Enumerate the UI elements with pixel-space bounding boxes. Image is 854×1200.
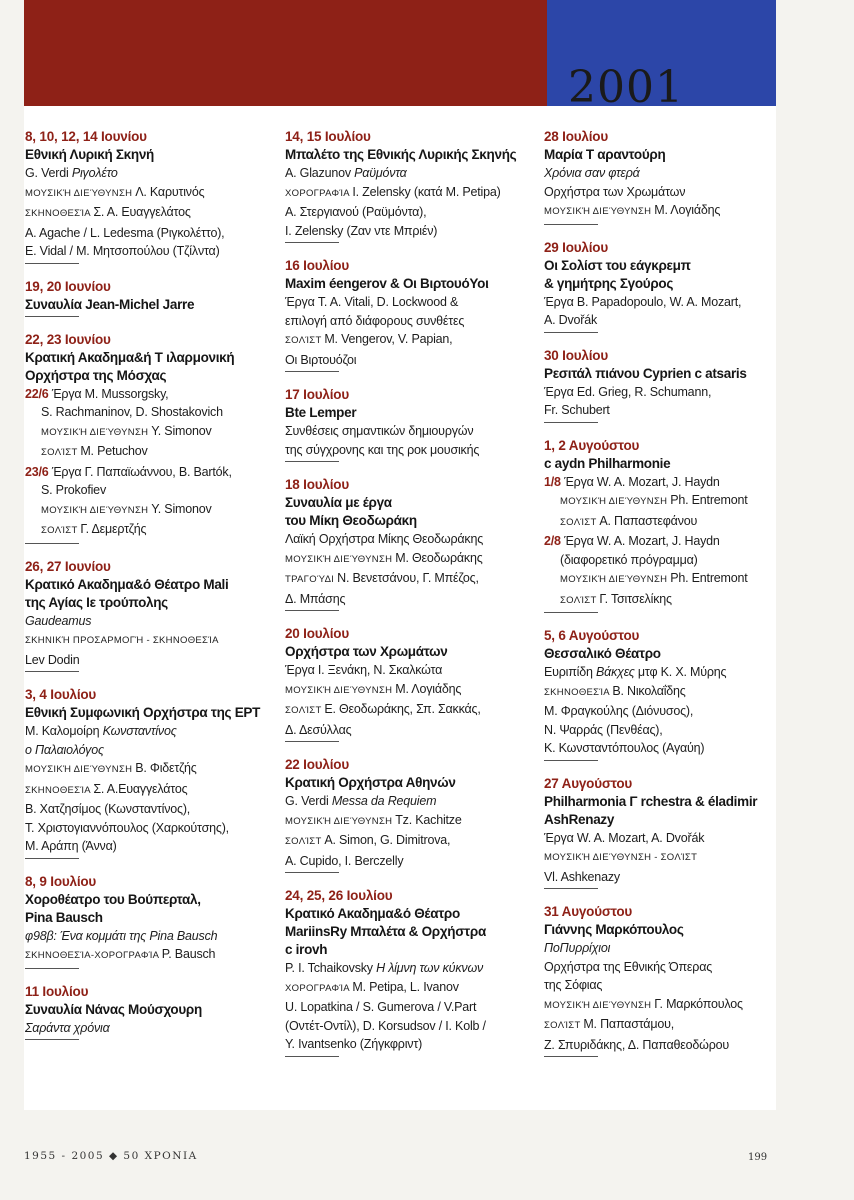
event-entry <box>544 903 776 1057</box>
credit-role: ΜΟΥΣΙΚΉ ΔΙΕΎΘΥΝΣΗ <box>560 574 671 585</box>
entry-divider <box>544 224 598 225</box>
event-detail-line <box>544 995 776 1016</box>
event-detail-line <box>285 164 537 183</box>
event-date: 27 Αυγούστου <box>544 775 633 791</box>
entry-divider <box>285 461 339 462</box>
detail-text: G. Verdi <box>25 166 72 180</box>
detail-text: Ph. Entremont <box>670 493 748 507</box>
credit-role: ΣΟΛΊΣΤ <box>560 516 600 528</box>
detail-text: Έργα W. A. Mozart, A. Dvořák <box>544 830 705 845</box>
detail-text: Έργα W. A. Mozart, J. Haydn <box>564 534 720 548</box>
event-entry <box>544 128 776 225</box>
event-detail-line <box>544 939 776 958</box>
detail-text: Y. Simonov <box>151 423 212 438</box>
detail-text: S. Rachmaninov, D. Shostakovich <box>41 405 223 419</box>
event-entry <box>25 983 277 1041</box>
event-detail-line <box>544 383 776 402</box>
event-title: Μαρία Τ αραντούρη <box>544 147 666 162</box>
event-title: Ρεσιτάλ πιάνου Cyprien c atsaris <box>544 365 747 381</box>
detail-text: Ευριπίδη <box>544 665 597 679</box>
detail-text: A. Simon, G. Dimitrova, <box>324 833 451 847</box>
event-detail-line <box>25 612 277 631</box>
event-detail-line <box>285 978 537 999</box>
detail-text: της Σόφιας <box>544 978 603 992</box>
event-detail-line <box>25 819 277 838</box>
detail-text: Μ. Αράπη (Άννα) <box>25 839 117 853</box>
event-detail-line <box>285 441 537 460</box>
column-3 <box>544 128 776 1071</box>
detail-text: A. Cupido, I. Berczelly <box>285 853 404 868</box>
entry-divider <box>544 332 598 333</box>
credit-role: ΣΟΛΊΣΤ <box>285 705 325 716</box>
event-detail-line <box>285 293 537 312</box>
work-title: Ραϋμόντα <box>354 166 407 180</box>
footer-caption: 1955 - 2005 ◆ 50 ΧΡΟΝΙΑ <box>24 1150 198 1162</box>
event-date: 14, 15 Ιουλίου <box>285 129 371 144</box>
event-detail-line <box>544 401 776 420</box>
event-detail-line <box>285 203 537 222</box>
event-detail-line <box>544 976 776 995</box>
event-title: Συναυλία Jean-Michel Jarre <box>25 296 195 312</box>
credit-role: ΣΟΛΊΣΤ <box>560 594 600 606</box>
detail-text: μτφ Κ. Χ. Μύρης <box>634 665 727 679</box>
detail-text: Κ. Κωνσταντόπουλος (Αγαύη) <box>544 741 705 755</box>
performance-date: 23/6 <box>25 464 52 479</box>
event-entry <box>285 476 537 611</box>
event-detail-line <box>25 800 277 819</box>
event-entry <box>285 257 537 372</box>
detail-text: Β. Χατζησίμος (Κωνσταντίνος), <box>25 802 191 816</box>
detail-text: I. Zelensky (Ζαν ντε Μπριέν) <box>285 223 438 238</box>
detail-text: U. Lopatkina / S. Gumerova / V.Part <box>285 1000 477 1014</box>
event-entry <box>25 278 277 317</box>
event-detail-line <box>285 549 537 570</box>
detail-text: Tz. Kachitze <box>395 812 462 827</box>
event-detail-line <box>285 700 537 721</box>
event-date: 26, 27 Ιουνίου <box>25 558 111 574</box>
detail-text: Ν. Ψαρράς (Πενθέας), <box>544 722 663 737</box>
credit-role: ΣΚΗΝΟΘΕΣΊΑ-ΧΟΡΟΓΡΑΦΊΑ <box>25 950 162 961</box>
entry-divider <box>25 858 79 859</box>
credit-role: ΣΚΗΝΙΚΉ ΠΡΟΣΑΡΜΟΓΉ - ΣΚΗΝΟΘΕΣΊΑ <box>25 635 219 646</box>
detail-text: Οι Βιρτουόζοι <box>285 352 357 367</box>
event-detail-line <box>25 722 277 741</box>
credit-role: ΣΟΛΊΣΤ <box>41 447 81 458</box>
entry-divider <box>285 371 339 372</box>
event-date: 19, 20 Ιουνίου <box>25 278 111 294</box>
event-detail-line <box>25 403 277 422</box>
column-2 <box>285 128 537 1071</box>
credit-role: ΣΟΛΊΣΤ <box>41 525 81 536</box>
credit-role: ΜΟΥΣΙΚΉ ΔΙΕΎΘΥΝΣΗ <box>544 999 655 1011</box>
event-detail-line <box>25 651 277 670</box>
event-detail-line <box>285 590 537 609</box>
event-detail-line <box>25 203 277 224</box>
event-detail-line <box>544 491 776 512</box>
detail-text: Μ. Λογιάδης <box>654 203 721 217</box>
event-detail-line <box>285 183 537 204</box>
credit-role: ΣΚΗΝΟΘΕΣΊΑ <box>25 208 94 219</box>
event-detail-line <box>25 759 277 780</box>
entry-divider <box>25 671 79 672</box>
event-detail-line <box>544 739 776 758</box>
work-title: Κωνσταντίνος <box>102 724 177 738</box>
credit-role: ΜΟΥΣΙΚΉ ΔΙΕΎΘΥΝΣΗ <box>285 815 396 827</box>
event-title: Pina Bausch <box>25 909 103 925</box>
detail-text: Vl. Ashkenazy <box>544 869 620 884</box>
detail-text: Σ. Α.Ευαγγελάτος <box>93 781 188 796</box>
detail-text: G. Verdi <box>285 794 332 808</box>
detail-text: Β. Φιδετζής <box>135 761 197 775</box>
event-date: 30 Ιουλίου <box>544 347 608 363</box>
event-detail-line <box>544 829 776 848</box>
event-detail-line <box>285 792 537 811</box>
event-date: 28 Ιουλίου <box>544 129 608 144</box>
event-detail-line <box>285 530 537 549</box>
event-detail-line <box>544 663 776 682</box>
event-title: Μπαλέτο της Εθνικής Λυρικής Σκηνής <box>285 147 517 162</box>
event-detail-line <box>285 222 537 241</box>
event-detail-line <box>544 201 776 222</box>
event-detail-line <box>285 998 537 1017</box>
event-title: Κρατική Ακαδημα&ή Τ ιλαρμονική <box>25 349 235 365</box>
detail-text: I. Zelensky (κατά M. Petipa) <box>352 184 501 199</box>
event-detail-line <box>25 837 277 856</box>
event-detail-line <box>25 183 277 204</box>
detail-text: Λ. Καρυτινός <box>135 184 205 199</box>
event-date: 17 Ιουλίου <box>285 387 349 402</box>
event-detail-line <box>25 422 277 443</box>
event-entry <box>25 686 277 859</box>
event-detail-line <box>285 831 537 852</box>
entry-divider <box>285 1056 339 1057</box>
credit-role: ΜΟΥΣΙΚΉ ΔΙΕΎΘΥΝΣΗ <box>25 187 136 199</box>
credit-role: ΜΟΥΣΙΚΉ ΔΙΕΎΘΥΝΣΗ - ΣΟΛΊΣΤ <box>544 852 698 863</box>
event-entry <box>285 386 537 462</box>
event-date: 18 Ιουλίου <box>285 477 349 492</box>
event-detail-line <box>285 661 537 680</box>
event-detail-line <box>25 630 277 651</box>
event-detail-line <box>25 500 277 521</box>
detail-text: (Οντέτ-Οντίλ), D. Korsudsov / I. Kolb / <box>285 1018 486 1033</box>
event-detail-line <box>544 532 776 551</box>
event-detail-line <box>285 852 537 871</box>
detail-text: Σ. Α. Ευαγγελάτος <box>93 205 191 219</box>
performance-date: 22/6 <box>25 386 52 401</box>
event-detail-line <box>25 945 277 966</box>
detail-text: Y. Simonov <box>151 501 212 516</box>
event-date: 22, 23 Ιουνίου <box>25 331 111 347</box>
detail-text: Α. Παπαστεφάνου <box>599 513 698 528</box>
detail-text: Fr. Schubert <box>544 403 610 417</box>
event-detail-line <box>544 847 776 868</box>
event-date: 5, 6 Αυγούστου <box>544 628 640 643</box>
work-title: Σαράντα χρόνια <box>25 1020 110 1035</box>
detail-text: Δ. Δεσύλλας <box>285 722 352 737</box>
detail-text: Ph. Entremont <box>670 571 748 585</box>
event-title: Κρατική Ορχήστρα Αθηνών <box>285 775 456 790</box>
detail-text: επιλογή από διάφορους συνθέτες <box>285 313 465 328</box>
event-detail-line <box>25 481 277 500</box>
entry-divider <box>285 610 339 611</box>
credit-role: ΤΡΑΓΟΎΔΙ <box>285 574 338 585</box>
event-entry <box>25 128 277 264</box>
event-detail-line <box>544 551 776 570</box>
event-entry <box>25 873 277 969</box>
entry-divider <box>544 612 598 613</box>
event-detail-line <box>285 1017 537 1036</box>
detail-text: M. Petuchov <box>80 444 148 458</box>
entry-divider <box>285 741 339 742</box>
header-band-red <box>24 0 547 106</box>
event-entry <box>285 625 537 742</box>
event-title: MariinsRy Μπαλέτα & Ορχήστρα <box>285 924 486 939</box>
entry-divider <box>25 543 79 544</box>
credit-role: ΜΟΥΣΙΚΉ ΔΙΕΎΘΥΝΣΗ <box>41 426 152 438</box>
event-detail-line <box>544 183 776 202</box>
event-detail-line <box>285 569 537 590</box>
entry-divider <box>544 760 598 761</box>
detail-text: Έργα Ed. Grieg, R. Schumann, <box>544 384 712 399</box>
event-entry <box>25 331 277 544</box>
entry-divider <box>25 1039 79 1040</box>
event-title: Χοροθέατρο του Βούπερταλ, <box>25 891 201 907</box>
credit-role: ΜΟΥΣΙΚΉ ΔΙΕΎΘΥΝΣΗ <box>285 553 396 565</box>
event-entry <box>285 756 537 873</box>
work-title: ο Παλαιολόγος <box>25 742 104 757</box>
work-title: Η λίμνη των κύκνων <box>376 961 484 975</box>
event-date: 20 Ιουλίου <box>285 626 349 641</box>
event-detail-line <box>25 520 277 541</box>
detail-text: (διαφορετικό πρόγραμμα) <box>560 552 698 567</box>
detail-text: Μ. Παπαστάμου, <box>583 1017 674 1031</box>
event-entry <box>544 239 776 333</box>
event-title: της Αγίας Ιε τρούπολης <box>25 594 168 610</box>
detail-text: A. Glazunov <box>285 166 355 180</box>
detail-text: S. Prokofiev <box>41 483 106 497</box>
event-entry <box>544 347 776 423</box>
event-title: Maxim éengerov & Οι ΒιρτουόΥοι <box>285 276 489 291</box>
detail-text: A. Agache / L. Ledesma (Ριγκολέττο), <box>25 225 225 240</box>
detail-text: Γ. Δεμερτζής <box>80 522 147 536</box>
event-entry <box>285 887 537 1057</box>
detail-text: Λαϊκή Ορχήστρα Μίκης Θεοδωράκης <box>285 532 484 546</box>
column-1 <box>25 128 277 1054</box>
credit-role: ΣΟΛΊΣΤ <box>285 836 325 847</box>
event-detail-line <box>544 311 776 330</box>
event-title: Συναυλία με έργα <box>285 495 392 510</box>
event-date: 31 Αυγούστου <box>544 904 633 919</box>
event-detail-line <box>25 224 277 243</box>
event-title: Ορχήστρα των Χρωμάτων <box>285 644 448 659</box>
event-detail-line <box>544 868 776 887</box>
year-heading: 2001 <box>568 62 684 113</box>
event-detail-line <box>285 680 537 701</box>
detail-text: Ε. Θεοδωράκης, Σπ. Σακκάς, <box>324 702 481 716</box>
detail-text: A. Dvořák <box>544 313 598 327</box>
work-title: Βάκχες <box>596 665 635 679</box>
detail-text: Συνθέσεις σημαντικών δημιουργών <box>285 424 474 438</box>
event-title: & γημήτρης Σγούρος <box>544 275 674 291</box>
detail-text: Ορχήστρα των Χρωμάτων <box>544 184 686 199</box>
detail-text: Τ. Χριστογιαννόπουλος (Χαρκούτσης), <box>25 820 229 835</box>
detail-text: Έργα B. Papadopoulo, W. A. Mozart, <box>544 294 742 309</box>
work-title: Gaudeamus <box>25 613 92 628</box>
event-date: 11 Ιουλίου <box>25 983 89 999</box>
detail-text: της σύγχρονης και της ροκ μουσικής <box>285 442 480 457</box>
entry-divider <box>544 422 598 423</box>
credit-role: ΣΚΗΝΟΘΕΣΊΑ <box>544 686 613 698</box>
detail-text: Ορχήστρα της Εθνικής Όπερας <box>544 959 713 974</box>
detail-text: Β. Νικολαΐδης <box>612 683 686 698</box>
entry-divider <box>25 968 79 969</box>
event-entry <box>544 775 776 890</box>
detail-text: M. Petipa, L. Ivanov <box>352 979 459 994</box>
entry-divider <box>285 242 339 243</box>
event-detail-line <box>285 422 537 441</box>
event-detail-line <box>544 293 776 312</box>
event-detail-line <box>285 312 537 331</box>
detail-text: Δ. Μπάσης <box>285 591 346 606</box>
event-detail-line <box>285 351 537 370</box>
event-entry <box>544 627 776 761</box>
event-title: Κρατικό Ακαδημα&ό Θέατρο Mali <box>25 576 229 592</box>
detail-text: Μ. Λογιάδης <box>395 681 462 696</box>
event-detail-line <box>544 512 776 533</box>
event-entry <box>544 437 776 614</box>
event-detail-line <box>285 811 537 832</box>
detail-text: Έργα Γ. Παπαϊωάννου, B. Bartók, <box>51 464 232 479</box>
event-title: c irovh <box>285 942 328 957</box>
detail-text: Έργα T. A. Vitali, D. Lockwood & <box>285 295 459 309</box>
credit-role: ΜΟΥΣΙΚΉ ΔΙΕΎΘΥΝΣΗ <box>25 764 136 775</box>
event-title: Κρατικό Ακαδημα&ό Θέατρο <box>285 906 460 921</box>
event-detail-line <box>544 473 776 492</box>
page-number: 199 <box>748 1152 768 1163</box>
event-detail-line <box>25 242 277 261</box>
credit-role: ΜΟΥΣΙΚΉ ΔΙΕΎΘΥΝΣΗ <box>560 496 671 507</box>
event-title: AshRenazy <box>544 811 615 827</box>
event-detail-line <box>25 780 277 801</box>
work-title: Χρόνια σαν φτερά <box>544 166 640 180</box>
credit-role: ΜΟΥΣΙΚΉ ΔΙΕΎΘΥΝΣΗ <box>285 684 396 696</box>
entry-divider <box>544 888 598 889</box>
event-detail-line <box>25 927 277 946</box>
event-entry <box>285 128 537 243</box>
event-detail-line <box>544 721 776 740</box>
detail-text: P. I. Tchaikovsky <box>285 961 377 975</box>
event-title: Bte Lemper <box>285 405 357 420</box>
credit-role: ΧΟΡΟΓΡΑΦΊΑ <box>285 187 353 199</box>
event-detail-line <box>544 1036 776 1055</box>
event-date: 8, 10, 12, 14 Ιουνίου <box>25 129 147 144</box>
detail-text: Γ. Τσιτσελίκης <box>599 591 672 606</box>
detail-text: Μ. Φραγκούλης (Διόνυσος), <box>544 704 694 718</box>
event-title: Εθνική Συμφωνική Ορχήστρα της ΕΡΤ <box>25 705 261 720</box>
event-detail-line <box>544 958 776 977</box>
detail-text: Έργα Ι. Ξενάκη, Ν. Σκαλκώτα <box>285 663 443 677</box>
work-title: ΠοΠυρρίχιοι <box>544 941 611 955</box>
event-date: 3, 4 Ιουλίου <box>25 687 97 702</box>
work-title: Messa da Requiem <box>331 794 437 808</box>
detail-text: Μ. Θεοδωράκης <box>395 550 483 565</box>
detail-text: Μ. Καλομοίρη <box>25 724 103 738</box>
performance-date: 2/8 <box>544 534 565 548</box>
event-detail-line <box>25 442 277 463</box>
detail-text: P. Bausch <box>161 947 216 961</box>
event-title: Θεσσαλικό Θέατρο <box>544 646 661 661</box>
event-date: 1, 2 Αυγούστου <box>544 437 640 453</box>
performance-date: 1/8 <box>544 474 565 489</box>
event-title: Εθνική Λυρική Σκηνή <box>25 147 155 162</box>
work-title: Ριγολέτο <box>71 166 118 180</box>
detail-text: Ν. Βενετσάνου, Γ. Μπέζος, <box>337 571 479 585</box>
event-date: 16 Ιουλίου <box>285 258 349 273</box>
event-date: 24, 25, 26 Ιουλίου <box>285 888 393 903</box>
event-title: Συναυλία Νάνας Μούσχουρη <box>25 1001 202 1017</box>
event-detail-line <box>544 1015 776 1036</box>
event-detail-line <box>285 1035 537 1054</box>
event-detail-line <box>25 164 277 183</box>
event-detail-line <box>544 569 776 590</box>
event-detail-line <box>25 385 277 404</box>
credit-role: ΧΟΡΟΓΡΑΦΊΑ <box>285 982 353 994</box>
event-detail-line <box>544 702 776 721</box>
entry-divider <box>285 872 339 873</box>
event-entry <box>25 558 277 673</box>
event-detail-line <box>25 1019 277 1038</box>
detail-text: Έργα W. A. Mozart, J. Haydn <box>564 474 720 489</box>
detail-text: Έργα M. Mussorgsky, <box>51 386 169 401</box>
detail-text: Ζ. Σπυριδάκης, Δ. Παπαθεοδώρου <box>544 1037 730 1052</box>
event-detail-line <box>285 330 537 351</box>
credit-role: ΣΚΗΝΟΘΕΣΊΑ <box>25 784 94 796</box>
entry-divider <box>544 1056 598 1057</box>
detail-text: Lev Dodin <box>25 652 80 667</box>
event-detail-line <box>544 164 776 183</box>
detail-text: Y. Ivantsenko (Ζήγκφριντ) <box>285 1037 423 1051</box>
detail-text: Α. Στεργιανού (Ραϋμόντα), <box>285 205 427 219</box>
event-title: Philharmonia Γ rchestra & éladimir <box>544 793 758 809</box>
credit-role: ΜΟΥΣΙΚΉ ΔΙΕΎΘΥΝΣΗ <box>544 206 655 217</box>
credit-role: ΣΟΛΊΣΤ <box>285 335 325 346</box>
event-title: του Μίκη Θεοδωράκη <box>285 513 417 528</box>
credit-role: ΣΟΛΊΣΤ <box>544 1020 584 1031</box>
entry-divider <box>25 263 79 264</box>
detail-text: M. Vengerov, V. Papian, <box>324 332 453 346</box>
event-title: Γιάννης Μαρκόπουλος <box>544 922 684 937</box>
event-detail-line <box>285 721 537 740</box>
work-title: φ98β: Ένα κομμάτι της Pina Bausch <box>25 928 218 943</box>
detail-text: Γ. Μαρκόπουλος <box>654 996 743 1011</box>
event-detail-line <box>25 741 277 760</box>
event-detail-line <box>285 959 537 978</box>
event-detail-line <box>544 682 776 703</box>
event-title: c aydn Philharmonie <box>544 455 671 471</box>
event-detail-line <box>544 590 776 611</box>
event-title: Οι Σολίστ του εάγκρεμπ <box>544 257 691 273</box>
entry-divider <box>25 316 79 317</box>
event-date: 8, 9 Ιουλίου <box>25 873 97 889</box>
event-title: Ορχήστρα της Μόσχας <box>25 367 167 383</box>
event-date: 22 Ιουλίου <box>285 757 349 772</box>
event-date: 29 Ιουλίου <box>544 239 608 255</box>
detail-text: E. Vidal / Μ. Μητσοπούλου (Τζίλντα) <box>25 244 220 258</box>
credit-role: ΜΟΥΣΙΚΉ ΔΙΕΎΘΥΝΣΗ <box>41 504 152 516</box>
event-detail-line <box>25 463 277 482</box>
